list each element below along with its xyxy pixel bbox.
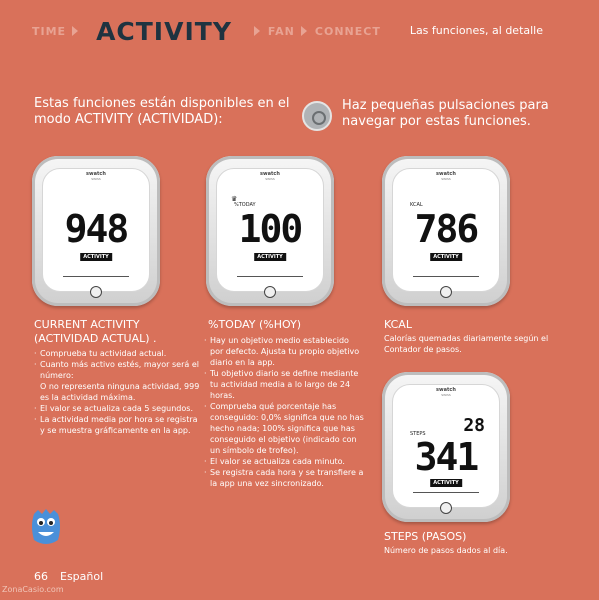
section-header: Las funciones, al detalle xyxy=(409,24,543,37)
watch-brand: swatch xyxy=(436,171,456,177)
nav-item-fan: FAN xyxy=(267,24,295,38)
watch-goal: 28 xyxy=(463,415,485,436)
nav-item-time: TIME xyxy=(32,24,67,38)
divider xyxy=(413,492,479,493)
watch-button-icon xyxy=(264,286,276,298)
watch-brand: swatch xyxy=(260,171,280,177)
hint-text: Haz pequeñas pulsaciones para navegar por estas funciones. xyxy=(342,98,549,129)
today-title: %TODAY (%HOY) xyxy=(208,318,302,331)
list-item: · Tu objetivo diario se define mediante tu actividad media a lo largo de 24 horas. xyxy=(204,368,364,401)
activity-badge: ACTIVITY xyxy=(430,479,462,487)
nav-arrow-icon xyxy=(72,26,78,36)
steps-text: Número de pasos dados al día. xyxy=(384,546,508,555)
watch-digits: 341 xyxy=(414,435,478,479)
page-number: 66 xyxy=(34,570,48,583)
list-item: · Cuanto más activo estés, mayor será el número: xyxy=(34,359,204,381)
watch-digits: 948 xyxy=(64,207,128,251)
watch-digits: 786 xyxy=(414,207,478,251)
list-item: · El valor se actualiza cada 5 segundos. xyxy=(34,403,204,414)
watch-brand-sub: SWISS xyxy=(441,177,451,181)
current-activity-title xyxy=(34,318,157,346)
watch-brand: swatch xyxy=(86,171,106,177)
touch-button-icon xyxy=(302,101,332,131)
mascot-icon xyxy=(28,506,64,548)
list-item: · La actividad media por hora se registra y se muestra gráficamente en la app. xyxy=(34,414,204,436)
watch-brand-sub: SWISS xyxy=(441,393,451,397)
nav-arrow-icon xyxy=(254,26,260,36)
watch-steps xyxy=(382,372,510,522)
watch-button-icon xyxy=(440,502,452,514)
watch-screen xyxy=(392,168,500,292)
today-list xyxy=(204,335,364,489)
watch-button-icon xyxy=(90,286,102,298)
watch-label: KCAL xyxy=(410,202,423,208)
activity-badge: ACTIVITY xyxy=(430,253,462,261)
watch-brand: swatch xyxy=(436,387,456,393)
mode-nav xyxy=(32,14,381,48)
watch-today xyxy=(206,156,334,306)
page-language: Español xyxy=(60,570,104,583)
watch-label: STEPS xyxy=(410,431,426,437)
kcal-title: KCAL xyxy=(384,318,412,331)
title-line: (ACTIVIDAD ACTUAL) . xyxy=(34,332,157,345)
watch-current-activity xyxy=(32,156,160,306)
watch-screen xyxy=(42,168,150,292)
divider xyxy=(413,276,479,277)
intro-text: Estas funciones están disponibles en el modo ACTIVITY (ACTIVIDAD): xyxy=(34,96,290,127)
watch-screen xyxy=(392,384,500,508)
watermark: ZonaCasio.com xyxy=(2,585,64,594)
list-item: · Comprueba qué porcentaje has conseguido: 0,0% significa que no has hecho nada; 100% significa que has conseguido el objetivo (indicado con un símbolo de trofeo). xyxy=(204,401,364,456)
watch-digits: 100 xyxy=(238,207,302,251)
list-item: · Comprueba tu actividad actual. xyxy=(34,348,204,359)
nav-item-connect: CONNECT xyxy=(314,24,381,38)
kcal-text: Calorías quemadas diariamente según el Contador de pasos. xyxy=(384,334,549,354)
current-activity-list xyxy=(34,348,204,436)
watch-kcal xyxy=(382,156,510,306)
nav-arrow-icon xyxy=(301,26,307,36)
steps-title: STEPS (PASOS) xyxy=(384,530,467,543)
watch-brand-sub: SWISS xyxy=(91,177,101,181)
title-line: CURRENT ACTIVITY xyxy=(34,318,140,331)
watch-button-icon xyxy=(440,286,452,298)
activity-badge: ACTIVITY xyxy=(80,253,112,261)
watch-brand-sub: SWISS xyxy=(265,177,275,181)
divider xyxy=(237,276,303,277)
list-item: O no representa ninguna actividad, 999 es la actividad máxima. xyxy=(40,382,200,402)
nav-item-activity: ACTIVITY xyxy=(96,16,232,46)
trophy-icon: ♛ xyxy=(231,195,238,203)
divider xyxy=(63,276,129,277)
activity-badge: ACTIVITY xyxy=(254,253,286,261)
list-item: · El valor se actualiza cada minuto. xyxy=(204,456,364,467)
list-item: · Hay un objetivo medio establecido por defecto. Ajusta tu propio objetivo diario en la app. xyxy=(204,335,364,368)
watch-screen xyxy=(216,168,324,292)
list-item: · Se registra cada hora y se transfiere a la app una vez sincronizado. xyxy=(204,467,364,489)
watch-label: %TODAY xyxy=(234,202,256,208)
